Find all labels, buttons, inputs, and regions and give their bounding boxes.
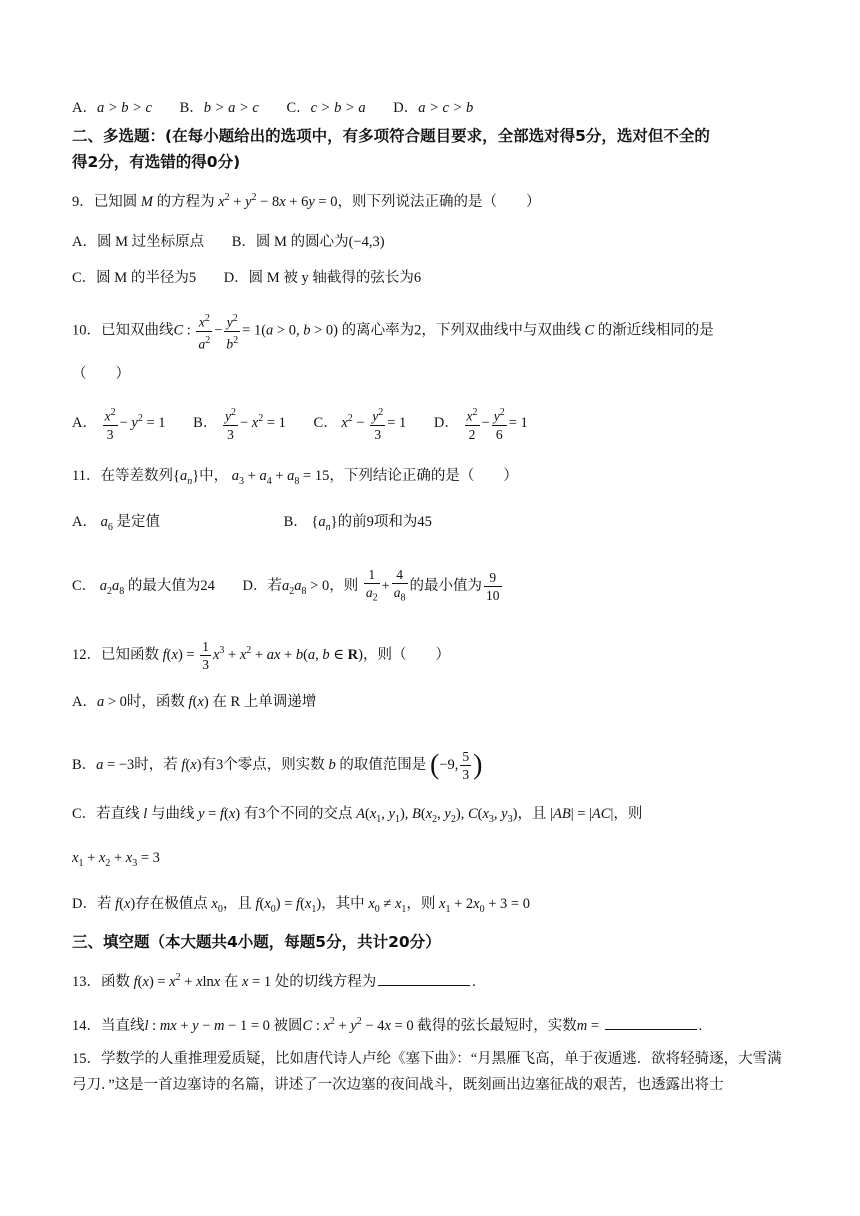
q10-stem: 10．已知双曲线C : $\frac{x^2}{a^2}$ − $\frac{y^2}{b^2}$ = 1(a > 0, b > 0) 的离心率为2，下列双曲线中与双曲线 C 的渐近线相同的是 [72, 310, 714, 352]
q9-stem: 9．已知圆 M 的方程为 $x^2 + y^2 - 8x + 6y = 0$，则下列说法正确的是（ ） [72, 192, 541, 210]
q11-options-row1 [72, 512, 432, 538]
q11-option-b: B． $\{a_n\}$的前9项和为45 [283, 514, 432, 533]
q10-paren: （ ） [72, 366, 130, 382]
q10-option-c: C． $x^2$ − $\frac{y^2}{3}$ = 1 [314, 415, 407, 431]
q8-options: A．a > b > c B．b > a > c C．c > b > a D．a > c > b [72, 100, 474, 116]
q12-option-c-line2: $x_1 + x_2 + x_3 = 3$ [72, 850, 160, 869]
q10-option-b: B． $\frac{y^2}{3}$ − $x^2 = 1$ [193, 415, 286, 431]
q11-options-row2 [72, 566, 504, 609]
q14-stem: 14．当直线l : mx + y − m − 1 = 0 被圆C : $x^2 + y^2 - 4x = 0$ 截得的弦长最短时，实数m = . [72, 1016, 703, 1034]
q8-option-b: b > a > c [203, 100, 259, 116]
q12-option-a: A．a > 0时，函数 f(x) 在 R 上单调递增 [72, 694, 317, 710]
q11-stem: 11．在等差数列$\{a_n\}$中， $a_3 + a_4 + a_8 = 15$，下列结论正确的是（ ） [72, 468, 518, 487]
q15-stem: 15．学数学的人重推理爱质疑，比如唐代诗人卢纶《塞下曲》：“月黑雁飞高，单于夜遁逃．欲将轻骑逐，大雪满弓刀．”这是一首边塞诗的名篇，讲述了一次边塞的夜间战斗，既刻画出边塞征战的艰苦，也透露出将士 [72, 1051, 782, 1093]
q12-option-c-line1: C．若直线 l 与曲线 y = f(x) 有3个不同的交点 $A(x_1$, $y_1$), $B(x_2$, $y_2$), $C(x_3$, $y_3$)，且 |AB| = |AC|，则 [72, 806, 643, 825]
q9-option-a: A．圆 M 过坐标原点 [72, 234, 205, 250]
section-3-header: 三、填空题（本大题共4小题，每题5分，共计20分） [72, 933, 441, 951]
section-2-header-line1: 二、多选题：(在每小题给出的选项中，有多项符合题目要求，全部选对得5分，选对但不全的 [72, 127, 710, 145]
q13-answer-blank[interactable] [378, 971, 470, 986]
q9-option-b: B．圆 M 的圆心为(−4,3) [231, 234, 385, 250]
q9-option-c: C．圆 M 的半径为5 [72, 270, 197, 286]
q8-option-d: a > c > b [418, 100, 474, 116]
q13-stem: 13．函数 $f(x) = x^2 + xlnx$ 在 x = 1 处的切线方程为 . [72, 972, 476, 990]
q10-options [72, 402, 528, 443]
q9-option-d: D．圆 M 被 y 轴截得的弦长为6 [223, 270, 422, 286]
q9-options-row1 [72, 232, 385, 252]
q9-options-row2 [72, 268, 421, 288]
q10-option-a: A． $\frac{x^2}{3}$ − $y^2 = 1$ [72, 415, 166, 431]
q12-option-d: D．若 f(x)存在极值点 $x_0$，且 $f(x_0) = f(x_1)$，其中 $x_0 \ne x_1$，则 $x_1 + 2x_0 + 3 = 0$ [72, 896, 530, 915]
q8-option-c: c > b > a [310, 100, 366, 116]
q8-option-a: a > b > c [96, 100, 152, 116]
q14-answer-blank[interactable] [605, 1015, 697, 1030]
q10-option-d: D． $\frac{x^2}{2}$ − $\frac{y^2}{6}$ = 1 [434, 415, 528, 431]
q11-option-a: A． $a_6$ 是定值 [72, 514, 160, 533]
section-2-header-line2: 得2分，有选错的得0分) [72, 153, 241, 171]
q12-stem: 12．已知函数 f(x) = $\frac{1}{3}$ $x^3 + x^2$ + ax + b(a, b ∈ R)，则（ ） [72, 639, 450, 672]
q11-option-c: C． $a_2a_8$ 的最大值为24 [72, 577, 215, 597]
q11-option-d: D．若$a_2a_8 > 0$，则 $\frac{1}{a_2}$ + $\frac{4}{a_8}$ 的最小值为 $\frac{9}{10}$ [242, 567, 500, 604]
q12-option-b: B．a = −3时，若 f(x)有3个零点，则实数 b 的取值范围是 (−9, $\frac{5}{3}$ ) [72, 749, 483, 783]
